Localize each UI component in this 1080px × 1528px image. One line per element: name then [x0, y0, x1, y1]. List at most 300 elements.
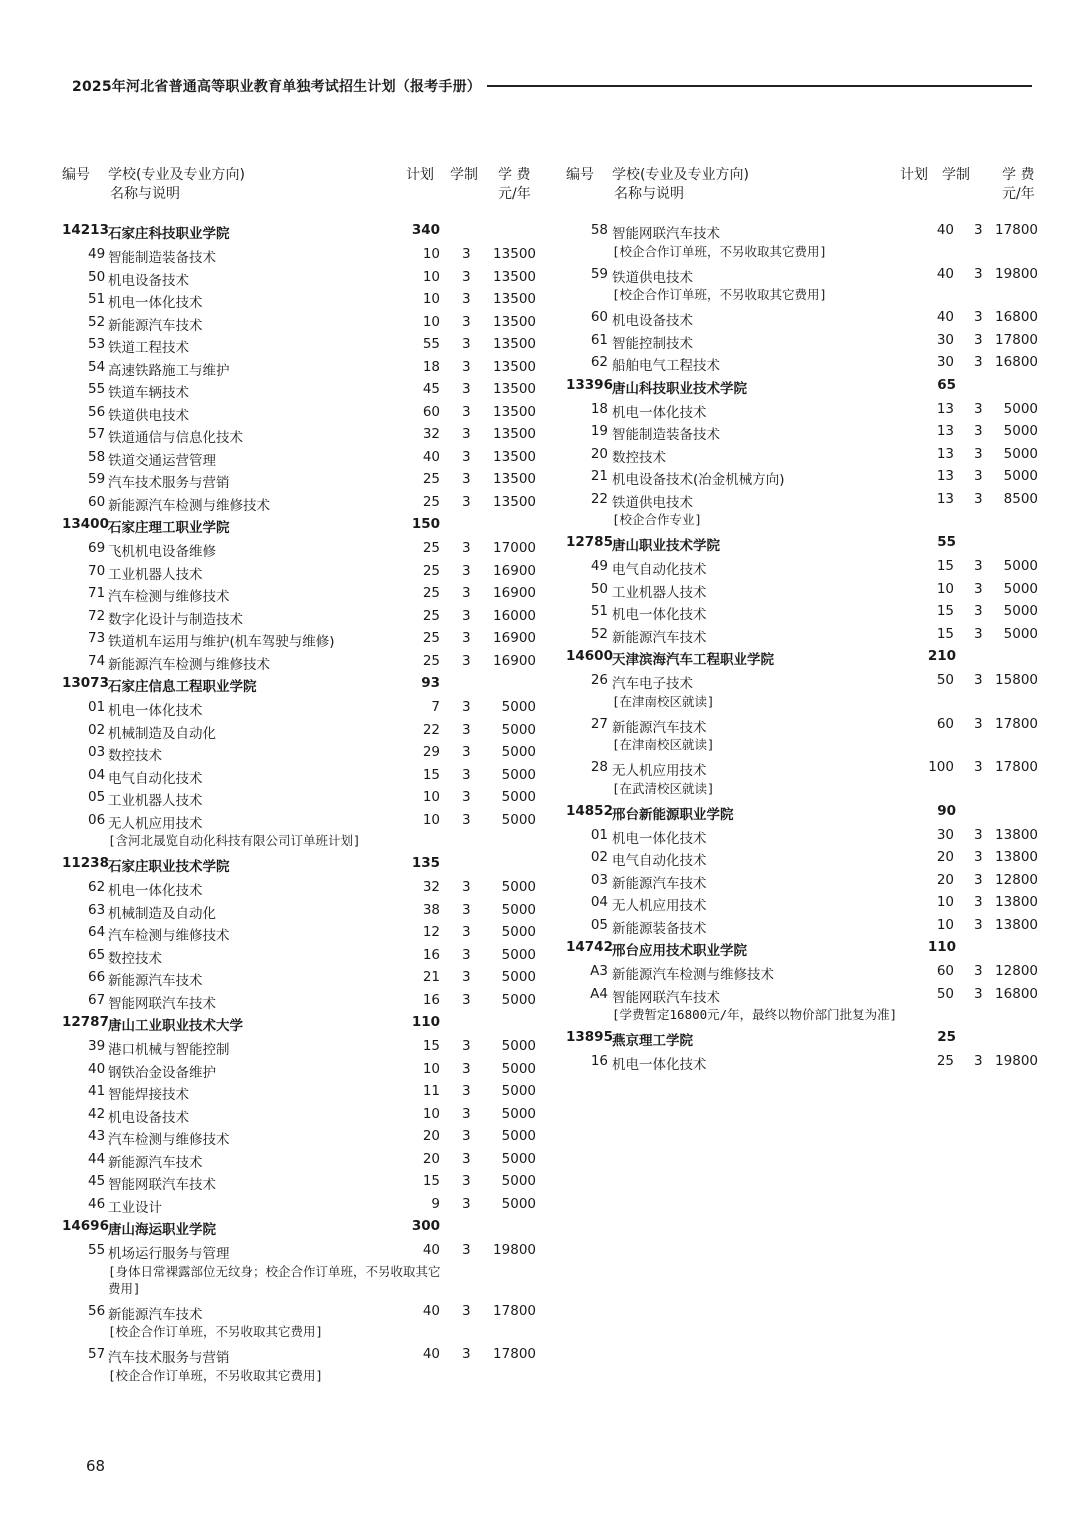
school-code: 14852: [566, 802, 613, 819]
major-name: 智能网联汽车技术: [108, 1177, 216, 1193]
school-name: 唐山海运职业学院: [108, 1222, 216, 1238]
major-plan: 40: [422, 448, 440, 465]
major-fee: 5000: [501, 1195, 536, 1212]
major-plan: 38: [422, 901, 440, 918]
major-plan: 12: [422, 924, 440, 940]
major-row: [62, 583, 552, 606]
major-fee: 16800: [995, 354, 1038, 370]
major-plan: 13: [936, 445, 954, 462]
major-number: 50: [88, 268, 106, 285]
major-plan: 15: [422, 1038, 440, 1054]
major-name: 工业设计: [108, 1199, 162, 1216]
major-plan: 25: [422, 585, 440, 601]
major-number: 56: [88, 403, 106, 420]
major-fee: 5000: [1003, 400, 1038, 417]
major-fee: 13500: [493, 381, 536, 397]
major-name: 智能焊接技术: [108, 1087, 189, 1103]
major-number: 28: [590, 759, 608, 775]
major-number: 41: [88, 1083, 106, 1099]
major-fee: 5000: [1003, 445, 1038, 462]
major-plan: 32: [422, 879, 440, 895]
major-years: 3: [462, 291, 471, 307]
school-row: [566, 801, 1046, 825]
school-name: 石家庄信息工程职业学院: [108, 679, 257, 695]
major-years: 3: [462, 313, 471, 330]
major-number: 72: [88, 607, 106, 624]
major-row: [62, 1194, 552, 1217]
major-fee: 19800: [995, 1053, 1038, 1069]
major-fee: 5000: [501, 766, 536, 783]
major-name: 新能源汽车技术: [108, 1154, 203, 1171]
major-row: [566, 961, 1046, 984]
header-fee-line2: 元/年: [498, 186, 531, 202]
major-years: 3: [462, 585, 471, 601]
major-plan: 10: [422, 789, 440, 805]
major-years: 3: [462, 1060, 471, 1077]
major-plan: 60: [422, 403, 440, 420]
major-years: 3: [462, 1242, 471, 1258]
school-plan-total: 150: [411, 516, 440, 532]
major-row: [62, 244, 552, 267]
major-years: 3: [462, 358, 471, 375]
major-fee: 13500: [493, 246, 536, 262]
major-number: 51: [88, 291, 106, 307]
major-name: 机电一体化技术: [612, 607, 707, 623]
major-name: 工业机器人技术: [108, 793, 203, 809]
major-years: 3: [462, 766, 471, 783]
major-plan: 50: [936, 985, 954, 1002]
major-row: [62, 990, 552, 1013]
major-plan: 25: [422, 607, 440, 624]
major-plan: 20: [936, 849, 954, 865]
major-fee: 5000: [501, 1128, 536, 1144]
major-fee: 17800: [493, 1346, 536, 1362]
major-number: 04: [88, 766, 106, 783]
major-name: 工业机器人技术: [108, 566, 203, 583]
school-row: [62, 220, 552, 244]
school-name: 邢台应用技术职业学院: [612, 943, 747, 959]
major-years: 3: [974, 580, 983, 597]
major-number: 44: [88, 1150, 106, 1167]
major-fee: 5000: [501, 969, 536, 985]
major-fee: 13500: [493, 448, 536, 465]
major-row: [566, 556, 1046, 579]
major-years: 3: [974, 445, 983, 462]
major-number: 59: [88, 471, 106, 487]
major-row: [566, 1051, 1046, 1074]
school-row: [566, 375, 1046, 399]
major-years: 3: [462, 562, 471, 579]
major-fee: 8500: [1003, 490, 1038, 507]
major-years: 3: [462, 448, 471, 465]
major-name: 钢铁冶金设备维护: [108, 1064, 216, 1081]
major-row: [566, 264, 1046, 287]
major-name: 机电一体化技术: [612, 1057, 707, 1073]
major-plan: 100: [928, 759, 954, 775]
major-name: 铁道供电技术: [612, 269, 693, 286]
major-plan: 9: [431, 1195, 440, 1212]
major-years: 3: [974, 558, 983, 574]
major-name: 新能源汽车检测与维修技术: [612, 967, 774, 983]
major-plan: 25: [422, 652, 440, 669]
major-fee: 16900: [493, 652, 536, 669]
major-note: [校企合作订单班，不另收取其它费用]: [612, 287, 828, 302]
major-name: 汽车检测与维修技术: [108, 928, 230, 944]
major-years: 3: [462, 1150, 471, 1167]
major-row: [62, 922, 552, 945]
major-number: 53: [88, 336, 106, 352]
school-code: 14696: [62, 1218, 109, 1234]
major-name: 机电一体化技术: [108, 883, 203, 899]
major-name: 智能网联汽车技术: [612, 226, 720, 242]
major-row: [566, 579, 1046, 602]
major-fee: 5000: [1003, 580, 1038, 597]
major-fee: 5000: [1003, 625, 1038, 642]
left-list: [62, 220, 552, 1388]
header-code: 编号: [566, 167, 594, 183]
major-plan: 60: [936, 963, 954, 979]
major-row: [62, 402, 552, 425]
major-row: [62, 1301, 552, 1324]
major-number: 54: [88, 358, 106, 375]
major-name: 汽车技术服务与营销: [108, 1350, 230, 1366]
major-number: 59: [590, 265, 608, 282]
major-name: 铁道供电技术: [108, 407, 189, 424]
major-number: 52: [88, 313, 106, 330]
header-fee: [498, 166, 531, 204]
major-fee: 15800: [995, 672, 1038, 688]
school-row: [62, 1012, 552, 1036]
major-row: [62, 606, 552, 629]
major-fee: 5000: [501, 721, 536, 738]
major-years: 3: [974, 985, 983, 1002]
school-name: 燕京理工学院: [612, 1033, 693, 1049]
major-plan: 16: [422, 991, 440, 1008]
major-plan: 25: [422, 493, 440, 510]
major-plan: 13: [936, 400, 954, 417]
major-row: [62, 1036, 552, 1059]
major-row: [566, 847, 1046, 870]
major-name: 工业机器人技术: [612, 584, 707, 601]
major-name: 新能源装备技术: [612, 920, 707, 937]
major-number: 64: [88, 924, 106, 940]
major-number: 04: [590, 894, 608, 910]
major-years: 3: [462, 426, 471, 442]
major-fee: 5000: [501, 811, 536, 828]
major-number: 18: [590, 400, 608, 417]
major-fee: 17000: [493, 540, 536, 556]
major-number: 66: [88, 969, 106, 985]
major-row: [566, 421, 1046, 444]
header-years: 学制: [942, 167, 970, 183]
major-note: [校企合作订单班，不另收取其它费用]: [108, 1367, 324, 1383]
major-years: 3: [462, 789, 471, 805]
major-row: [566, 489, 1046, 512]
major-plan: 50: [936, 672, 954, 688]
major-plan: 13: [936, 423, 954, 439]
major-years: 3: [462, 1083, 471, 1099]
major-row: [566, 915, 1046, 938]
major-plan: 10: [422, 291, 440, 307]
major-plan: 40: [936, 265, 954, 282]
school-plan-total: 65: [937, 376, 956, 393]
major-number: 27: [590, 715, 608, 732]
major-years: 3: [974, 759, 983, 775]
major-name: 机电一体化技术: [108, 295, 203, 311]
major-plan: 40: [936, 309, 954, 325]
major-name: 智能制造装备技术: [108, 250, 216, 266]
major-years: 3: [974, 963, 983, 979]
major-row: [62, 945, 552, 968]
major-fee: 13500: [493, 291, 536, 307]
school-row: [566, 1027, 1046, 1051]
header-fee: [1002, 166, 1035, 204]
major-number: 52: [590, 625, 608, 642]
major-row: [566, 399, 1046, 422]
major-fee: 13800: [995, 916, 1038, 933]
school-name: 石家庄科技职业学院: [108, 226, 230, 242]
major-plan: 20: [422, 1150, 440, 1167]
major-plan: 30: [936, 354, 954, 370]
major-years: 3: [974, 423, 983, 439]
major-plan: 10: [936, 916, 954, 933]
major-number: 55: [88, 1242, 106, 1258]
major-plan: 21: [422, 969, 440, 985]
major-plan: 25: [422, 540, 440, 556]
major-plan: 55: [422, 336, 440, 352]
major-fee: 5000: [501, 879, 536, 895]
major-note: [含河北晟览自动化科技有限公司订单班计划]: [108, 833, 361, 848]
major-fee: 16900: [493, 585, 536, 601]
major-row: [62, 538, 552, 561]
major-row: [62, 1344, 552, 1367]
major-plan: 10: [422, 811, 440, 828]
major-number: 02: [88, 721, 106, 738]
major-plan: 10: [422, 268, 440, 285]
school-code: 13073: [62, 675, 109, 691]
major-number: 73: [88, 630, 106, 646]
school-code: 13396: [566, 376, 613, 393]
major-plan: 25: [422, 562, 440, 579]
major-years: 3: [462, 246, 471, 262]
major-row: [62, 334, 552, 357]
major-fee: 5000: [501, 1105, 536, 1122]
major-row: [566, 601, 1046, 624]
major-fee: 5000: [501, 946, 536, 963]
major-fee: 5000: [501, 1038, 536, 1054]
major-row: [62, 492, 552, 515]
major-fee: 13500: [493, 403, 536, 420]
major-number: 60: [590, 309, 608, 325]
major-years: 3: [974, 265, 983, 282]
major-plan: 10: [936, 580, 954, 597]
major-years: 3: [974, 894, 983, 910]
major-fee: 17800: [995, 715, 1038, 732]
school-plan-total: 55: [937, 534, 956, 550]
major-row: [566, 870, 1046, 893]
major-number: 06: [88, 811, 106, 828]
major-name: 新能源汽车检测与维修技术: [108, 497, 270, 514]
major-name: 机电一体化技术: [612, 830, 707, 847]
major-fee: 13500: [493, 493, 536, 510]
major-name: 机电一体化技术: [612, 404, 707, 421]
major-number: 65: [88, 946, 106, 963]
major-row: [62, 967, 552, 990]
major-name: 数控技术: [612, 449, 666, 466]
major-number: 22: [590, 490, 608, 507]
header-school: [612, 166, 749, 204]
major-plan: 40: [422, 1346, 440, 1362]
major-number: 26: [590, 672, 608, 688]
major-fee: 5000: [501, 699, 536, 715]
major-row: [62, 628, 552, 651]
school-row: [566, 532, 1046, 556]
major-plan: 15: [936, 625, 954, 642]
major-number: 05: [590, 916, 608, 933]
school-name: 唐山科技职业技术学院: [612, 380, 747, 397]
major-fee: 5000: [1003, 423, 1038, 439]
major-years: 3: [462, 969, 471, 985]
major-plan: 20: [422, 1128, 440, 1144]
major-years: 3: [462, 1346, 471, 1362]
header-school-line2: 名称与说明: [110, 186, 180, 202]
major-years: 3: [462, 1105, 471, 1122]
school-plan-total: 300: [411, 1218, 440, 1234]
major-fee: 16000: [493, 607, 536, 624]
major-years: 3: [462, 493, 471, 510]
major-row: [566, 825, 1046, 848]
major-number: 43: [88, 1128, 106, 1144]
major-number: 51: [590, 603, 608, 619]
major-plan: 32: [422, 426, 440, 442]
major-row: [566, 892, 1046, 915]
major-row: [62, 1081, 552, 1104]
school-name: 石家庄职业技术学院: [108, 859, 230, 875]
major-name: 机械制造及自动化: [108, 905, 216, 922]
major-plan: 10: [422, 1105, 440, 1122]
school-row: [566, 937, 1046, 961]
major-years: 3: [462, 1128, 471, 1144]
major-number: 20: [590, 445, 608, 462]
major-fee: 5000: [501, 1060, 536, 1077]
major-row: [62, 379, 552, 402]
major-number: 60: [88, 493, 106, 510]
school-plan-total: 340: [411, 222, 440, 238]
major-fee: 17800: [995, 759, 1038, 775]
major-years: 3: [462, 1173, 471, 1189]
major-note: [身体日常裸露部位无纹身；校企合作订单班，不另收取其它费用]: [108, 1263, 441, 1296]
major-row: [62, 357, 552, 380]
major-years: 3: [974, 400, 983, 417]
major-years: 3: [462, 630, 471, 646]
major-row: [62, 877, 552, 900]
school-row: [62, 514, 552, 538]
major-fee: 12800: [995, 963, 1038, 979]
school-code: 11238: [62, 855, 109, 871]
major-plan: 25: [422, 471, 440, 487]
school-row: [62, 673, 552, 697]
major-name: 铁道工程技术: [108, 340, 189, 356]
major-name: 机电设备技术: [612, 313, 693, 329]
major-years: 3: [462, 268, 471, 285]
major-years: 3: [974, 222, 983, 238]
major-plan: 20: [936, 871, 954, 888]
major-plan: 13: [936, 468, 954, 484]
major-name: 智能网联汽车技术: [612, 989, 720, 1006]
major-row: [62, 765, 552, 788]
major-plan: 10: [422, 246, 440, 262]
major-name: 机电一体化技术: [108, 703, 203, 719]
major-number: 39: [88, 1038, 106, 1054]
major-number: 03: [590, 871, 608, 888]
major-years: 3: [974, 468, 983, 484]
major-fee: 13500: [493, 313, 536, 330]
major-row: [62, 810, 552, 833]
major-name: 新能源汽车技术: [108, 973, 203, 989]
column-header: [566, 164, 1046, 216]
major-row: [566, 466, 1046, 489]
major-row: [62, 787, 552, 810]
major-number: 01: [590, 826, 608, 843]
major-years: 3: [974, 672, 983, 688]
school-plan-total: 110: [411, 1014, 440, 1030]
school-code: 14742: [566, 939, 613, 955]
major-years: 3: [462, 1195, 471, 1212]
major-years: 3: [462, 924, 471, 940]
major-number: 55: [88, 381, 106, 397]
major-row: [566, 624, 1046, 647]
school-code: 14600: [566, 648, 613, 664]
school-row: [62, 1216, 552, 1240]
major-row: [62, 1171, 552, 1194]
header-school-line1: 学校(专业及专业方向): [108, 167, 245, 183]
school-code: 14213: [62, 222, 109, 238]
major-plan: 10: [936, 894, 954, 910]
major-note: [校企合作订单班，不另收取其它费用]: [108, 1324, 324, 1339]
major-name: 数控技术: [108, 950, 162, 967]
major-row: [62, 561, 552, 584]
major-row: [566, 670, 1046, 693]
major-plan: 13: [936, 490, 954, 507]
major-name: 电气自动化技术: [612, 853, 707, 869]
major-name: 铁道供电技术: [612, 494, 693, 511]
major-note: [校企合作订单班，不另收取其它费用]: [612, 243, 828, 259]
major-name: 电气自动化技术: [612, 562, 707, 578]
major-number: 63: [88, 901, 106, 918]
major-years: 3: [462, 879, 471, 895]
header-rule: [487, 85, 1032, 87]
major-number: 49: [590, 558, 608, 574]
major-plan: 10: [422, 1060, 440, 1077]
major-years: 3: [974, 354, 983, 370]
major-row: [566, 220, 1046, 243]
major-years: 3: [462, 946, 471, 963]
major-name: 智能控制技术: [612, 335, 693, 352]
header-fee-line2: 元/年: [1002, 186, 1035, 202]
major-fee: 13800: [995, 894, 1038, 910]
major-fee: 16800: [995, 309, 1038, 325]
major-name: 新能源汽车检测与维修技术: [108, 656, 270, 673]
left-column: [62, 164, 552, 1383]
major-years: 3: [462, 744, 471, 760]
major-name: 数字化设计与制造技术: [108, 611, 243, 628]
major-row: [566, 444, 1046, 467]
school-plan-total: 93: [421, 675, 440, 691]
major-years: 3: [462, 1302, 471, 1319]
school-row: [62, 853, 552, 877]
major-number: 45: [88, 1173, 106, 1189]
school-code: 13400: [62, 516, 109, 532]
